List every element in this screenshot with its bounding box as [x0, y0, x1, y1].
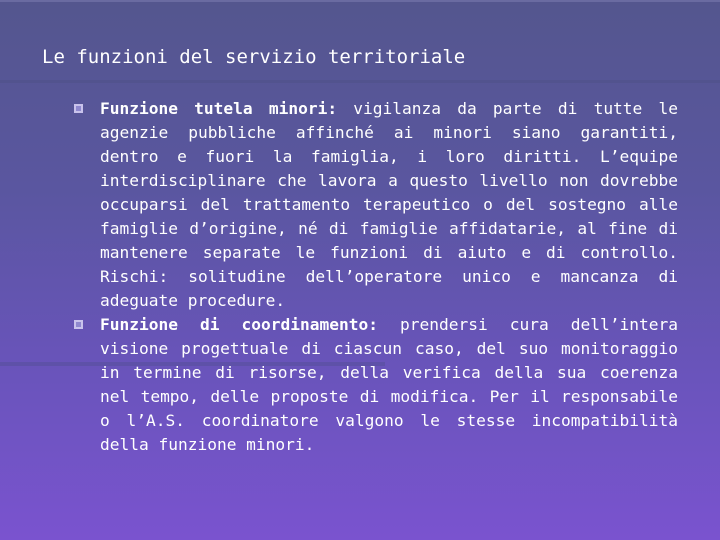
square-bullet-icon [74, 320, 83, 329]
list-item-coordinamento [72, 313, 678, 457]
list-item-tutela-minori [72, 97, 678, 313]
bullet-list [72, 97, 678, 457]
item-lead-text: Funzione tutela minori: [100, 99, 338, 118]
item-lead-text: Funzione di coordinamento: [100, 315, 378, 334]
square-bullet-icon [74, 104, 83, 113]
slide-title: Le funzioni del servizio territoriale [42, 46, 466, 68]
item-body-text: vigilanza da parte di tutte le agenzie pubbliche affinché ai minori siano garantiti, dentro e fuori la famiglia, i loro diritti. L’equipe interdisciplinare che lavora a questo livello non dovrebbe occuparsi del trattamento terapeutico o del sostegno alle famiglie d’origine, né di famiglie affidatarie, al fine di mantenere separate le funzioni di aiuto e di controllo. Rischi: solitudine dell’operatore unico e mancanza di adeguate procedure. [100, 99, 678, 310]
item-body-text: prendersi cura dell’intera visione progettuale di ciascun caso, del suo monitoraggio in termine di risorse, della verifica della sua coerenza nel tempo, delle proposte di modifica. Per il responsabile o l’A.S. coordinatore valgono le stesse incompatibilità della funzione minori. [100, 315, 678, 454]
